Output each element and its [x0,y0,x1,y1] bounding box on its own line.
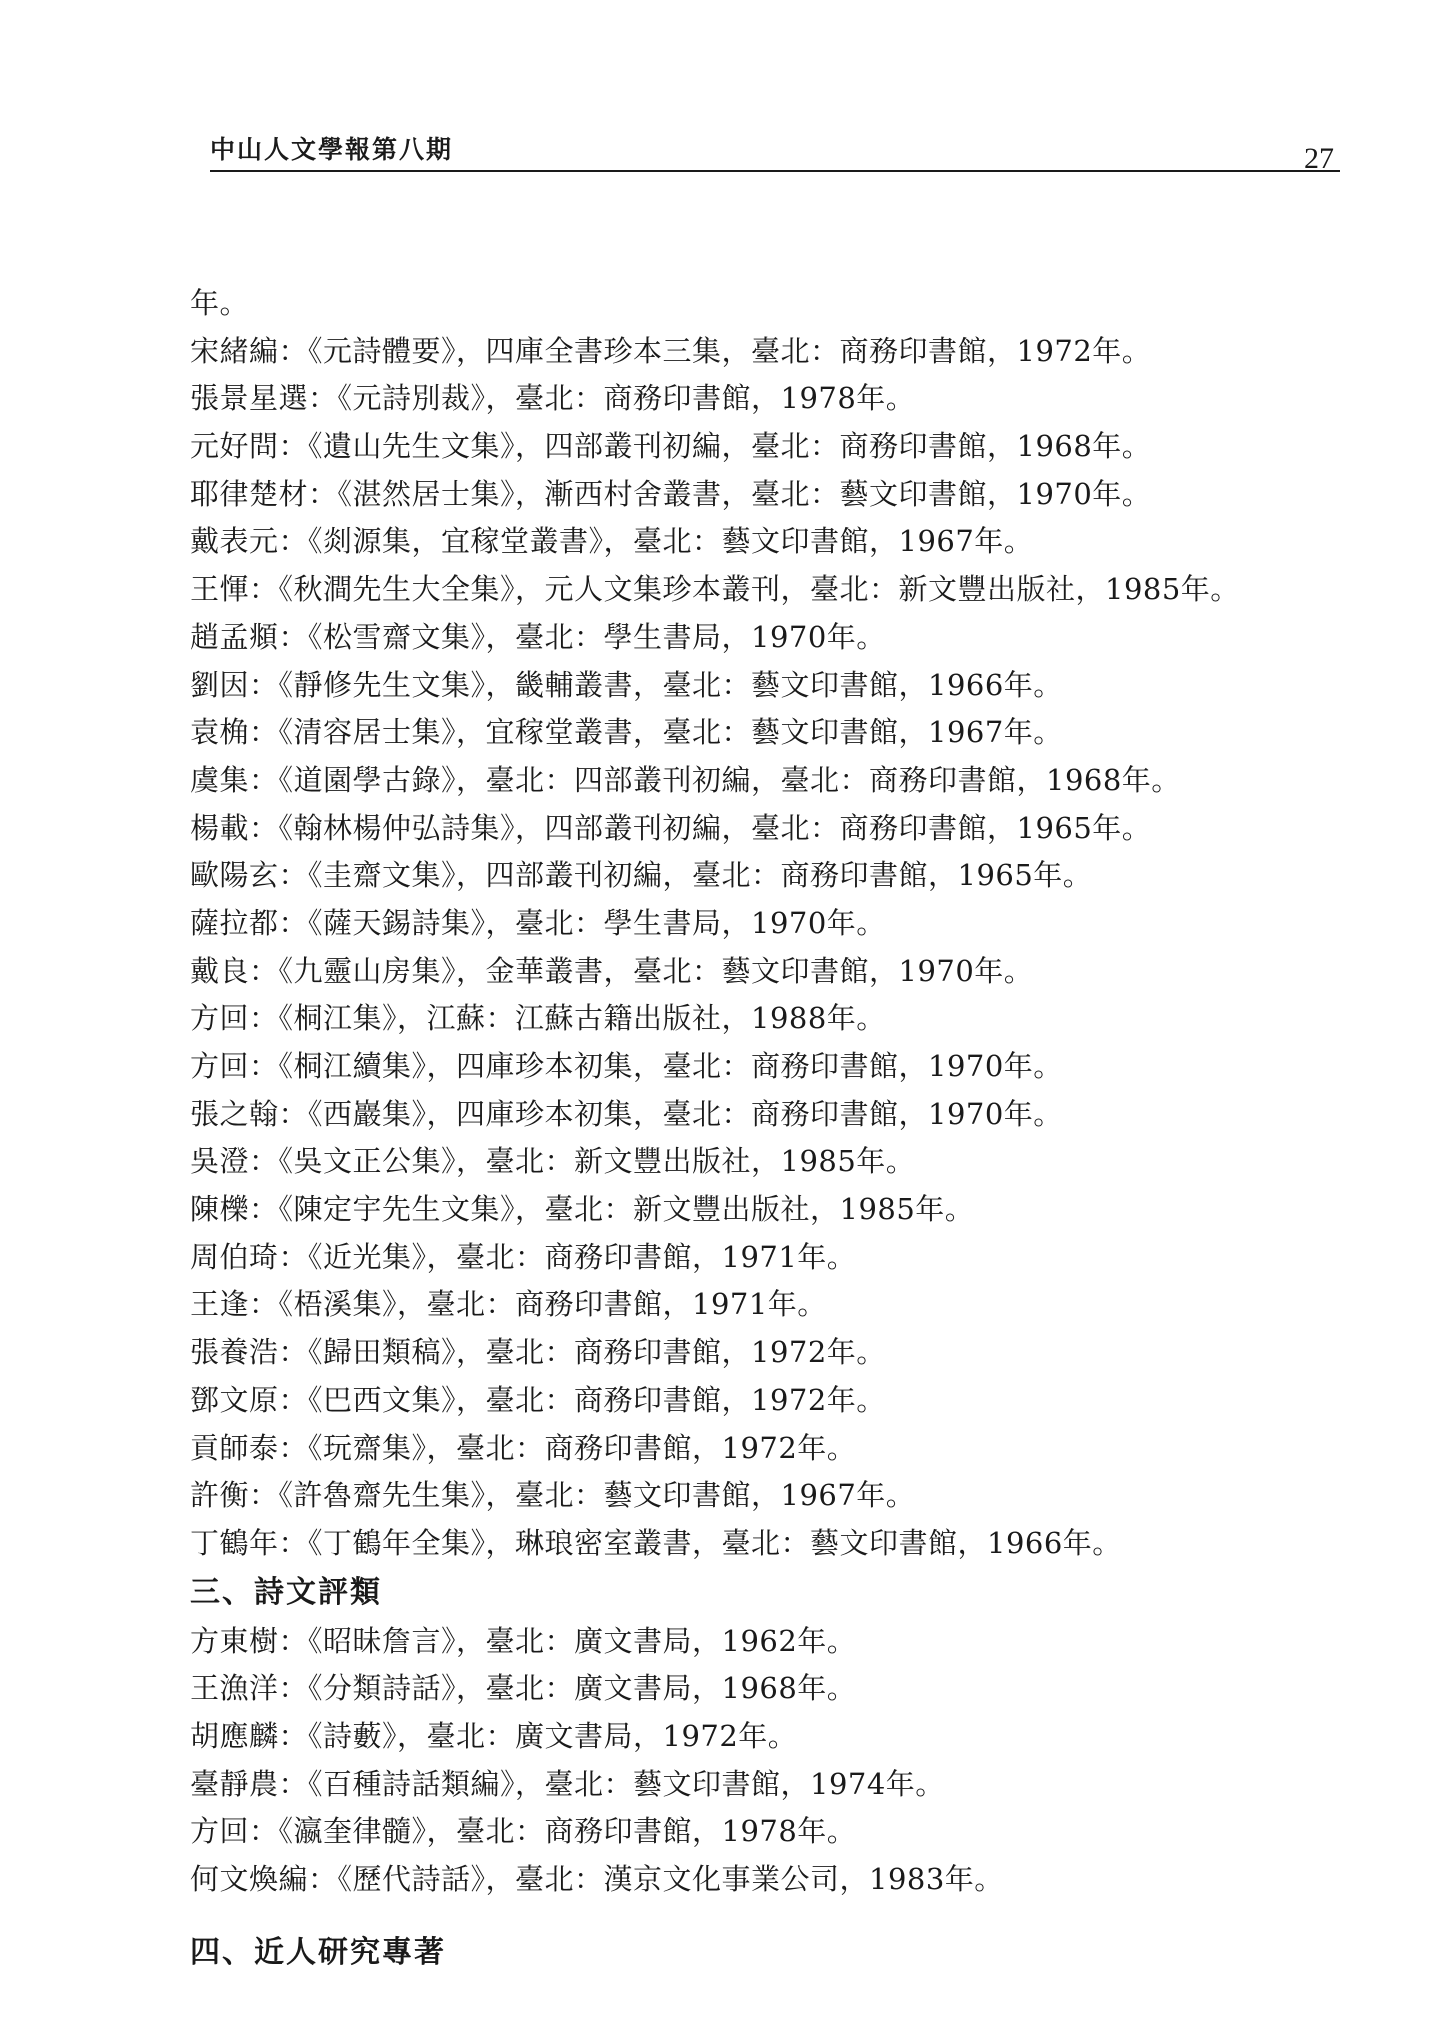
bibliography-entry: 方回：《桐江續集》，四庫珍本初集，臺北：商務印書館，1970年。 [190,1049,1063,1083]
bibliography-entry: 歐陽玄：《圭齋文集》，四部叢刊初編，臺北：商務印書館，1965年。 [190,858,1093,893]
bibliography-entry: 何文煥編：《歷代詩話》，臺北：漢京文化事業公司，1983年。 [190,1862,1004,1896]
bibliography-entry: 元好問：《遺山先生文集》，四部叢刊初編，臺北：商務印書館，1968年。 [190,429,1152,464]
bibliography-entry: 方東樹：《昭昧詹言》，臺北：廣文書局，1962年。 [190,1623,857,1658]
bibliography-entry: 耶律楚材：《湛然居士集》，漸西村舍叢書，臺北：藝文印書館，1970年。 [190,476,1152,511]
bibliography-entry: 王漁洋：《分類詩話》，臺北：廣文書局，1968年。 [190,1671,857,1706]
bibliography-entry: 臺靜農：《百種詩話類編》，臺北：藝文印書館，1974年。 [190,1766,945,1801]
bibliography-entry: 虞集：《道園學古錄》，臺北：四部叢刊初編，臺北：商務印書館，1968年。 [190,762,1181,797]
bibliography-entry: 方回：《桐江集》，江蘇：江蘇古籍出版社，1988年。 [190,1001,886,1036]
bibliography-entry: 張景星選：《元詩別裁》，臺北：商務印書館，1978年。 [190,381,916,416]
journal-title: 中山人文學報第八期 [210,135,454,164]
bibliography-entry: 趙孟頫：《松雪齋文集》，臺北：學生書局，1970年。 [190,619,886,654]
bibliography-entry: 劉因：《靜修先生文集》，畿輔叢書，臺北：藝文印書館，1966年。 [190,667,1063,702]
section-heading-poetics: 三、詩文評類 [190,1574,382,1610]
bibliography-entry: 戴良：《九靈山房集》，金華叢書，臺北：藝文印書館，1970年。 [190,953,1034,988]
bibliography-entry: 陳櫟：《陳定宇先生文集》，臺北：新文豐出版社，1985年。 [190,1192,975,1227]
bibliography-entry: 戴表元：《剡源集，宜稼堂叢書》，臺北：藝文印書館，1967年。 [190,524,1034,559]
section-heading-modern-studies: 四、近人研究專著 [190,1934,446,1970]
bibliography-entry: 楊載：《翰林楊仲弘詩集》，四部叢刊初編，臺北：商務印書館，1965年。 [190,810,1152,845]
bibliography-entry: 丁鶴年：《丁鶴年全集》，琳琅密室叢書，臺北：藝文印書館，1966年。 [190,1525,1122,1560]
bibliography-entry: 張養浩：《歸田類稿》，臺北：商務印書館，1972年。 [190,1335,886,1370]
bibliography-entry: 王惲：《秋澗先生大全集》，元人文集珍本叢刊，臺北：新文豐出版社，1985年。 [190,572,1240,607]
bibliography [190,280,1370,1978]
bibliography-entry: 吳澄：《吳文正公集》，臺北：新文豐出版社，1985年。 [190,1144,916,1179]
bibliography-entry: 年。 [190,286,250,320]
running-header [210,128,1340,175]
bibliography-entry: 袁桷：《清容居士集》，宜稼堂叢書，臺北：藝文印書館，1967年。 [190,715,1063,750]
bibliography-entry: 許衡：《許魯齋先生集》，臺北：藝文印書館，1967年。 [190,1478,916,1513]
bibliography-entry: 胡應麟：《詩藪》，臺北：廣文書局，1972年。 [190,1718,798,1753]
bibliography-entry: 貢師泰：《玩齋集》，臺北：商務印書館，1972年。 [190,1430,857,1465]
bibliography-entry: 周伯琦：《近光集》，臺北：商務印書館，1971年。 [190,1239,857,1274]
bibliography-entry: 鄧文原：《巴西文集》，臺北：商務印書館，1972年。 [190,1382,886,1417]
bibliography-entry: 宋緒編：《元詩體要》，四庫全書珍本三集，臺北：商務印書館，1972年。 [190,333,1152,368]
page-number: 27 [1304,142,1334,175]
bibliography-entry: 張之翰：《西巖集》，四庫珍本初集，臺北：商務印書館，1970年。 [190,1096,1063,1131]
bibliography-entry: 方回：《瀛奎律髓》，臺北：商務印書館，1978年。 [190,1814,857,1849]
bibliography-entry: 薩拉都：《薩天錫詩集》，臺北：學生書局，1970年。 [190,905,886,940]
bibliography-entry: 王逢：《梧溪集》，臺北：商務印書館，1971年。 [190,1287,827,1322]
